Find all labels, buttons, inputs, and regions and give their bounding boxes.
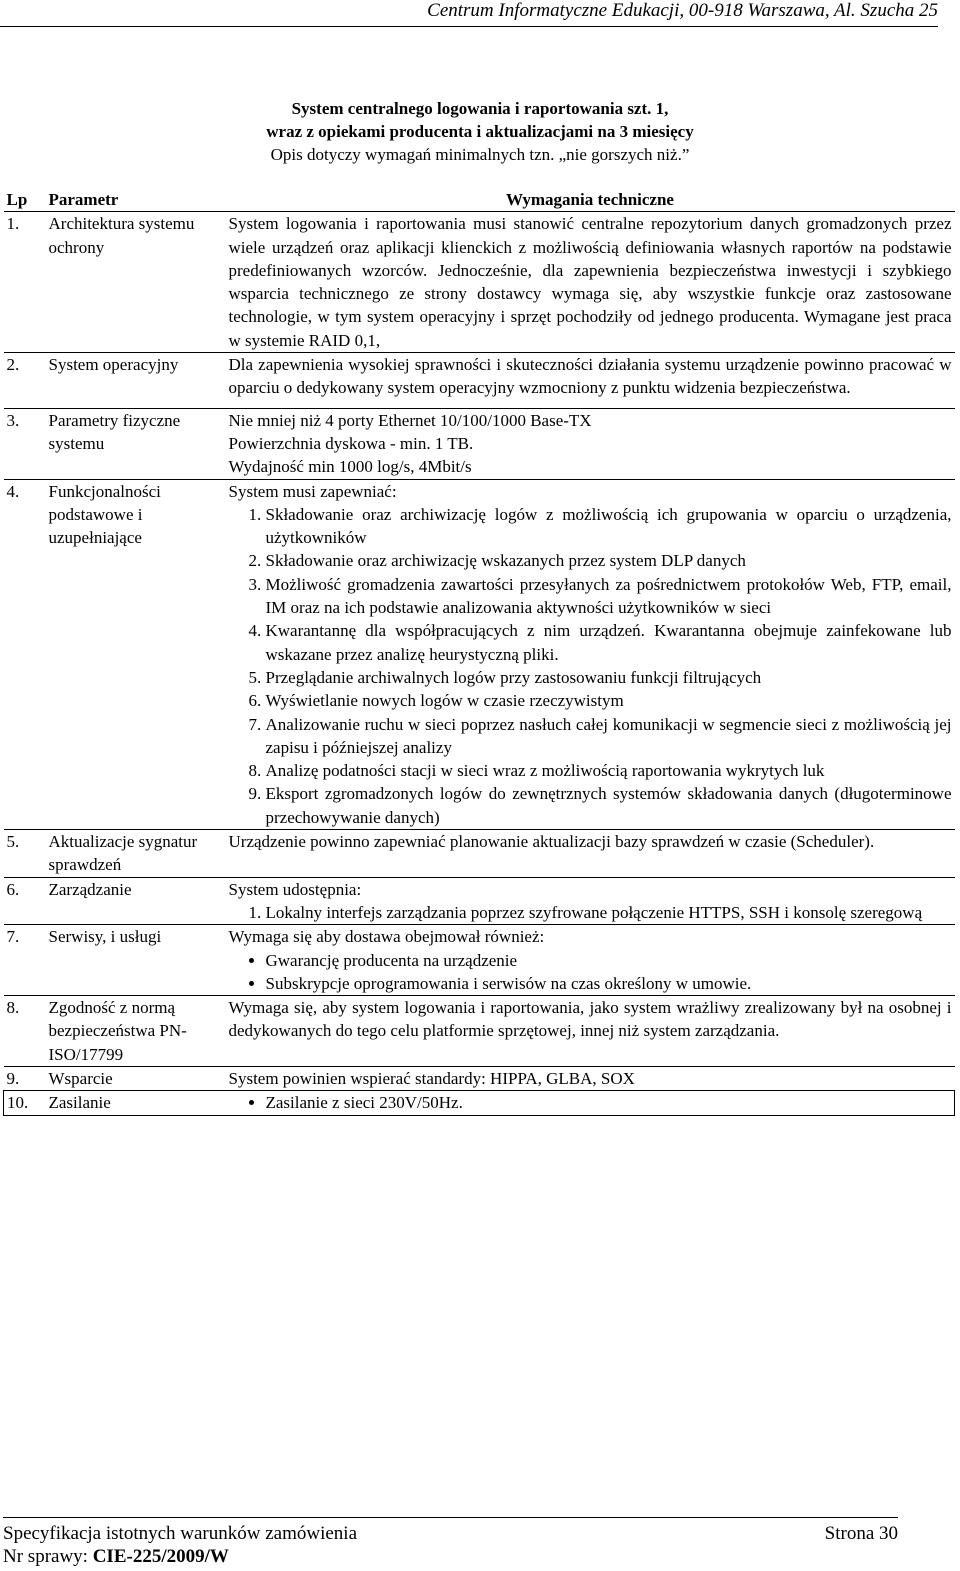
req-line: Nie mniej niż 4 porty Ethernet 10/100/1000 Base-TX bbox=[228, 410, 592, 430]
row-req bbox=[226, 408, 955, 479]
table-row bbox=[4, 1066, 955, 1090]
row-param: Zarządzanie bbox=[46, 877, 226, 925]
case-number-value: CIE-225/2009/W bbox=[92, 1546, 229, 1567]
list-item: 1. Składowanie oraz archiwizację logów z możliwością ich grupowania w oparciu o urządzenia, użytkowników bbox=[266, 503, 952, 550]
header-param: Parametr bbox=[48, 190, 119, 209]
list-item: 4. Kwarantannę dla współpracujących z nim urządzeń. Kwarantanna obejmuje zainfekowane lub wskazane przez analizę heurystyczną pliki. bbox=[266, 619, 952, 666]
table-row bbox=[4, 1091, 955, 1115]
case-number-label: Nr sprawy: bbox=[3, 1546, 93, 1567]
row-req: System logowania i raportowania musi stanowić centralne repozytorium danych gromadzonych przez wiele urządzeń oraz aplikacji klienckich z możliwością definiowania własnych raportów na podstawie predefiniowanych wzorców. Jednocześnie, dla zapewnienia bezpieczeństwa inwestycji i szybkiego wsparcia technicznego ze strony dostawcy wymaga się, aby wszystkie funkcje oraz zastosowane technologie, w tym system operacyjny i sprzęt pochodziły od jednego producenta. Wymagane jest praca w systemie RAID 0,1, bbox=[226, 212, 955, 353]
row-lp: 3. bbox=[4, 408, 46, 479]
row-param: Funkcjonalności podstawowe i uzupełniające bbox=[46, 479, 226, 829]
header-lp: Lp bbox=[6, 190, 28, 209]
table-row bbox=[4, 479, 955, 829]
table-row bbox=[4, 212, 955, 353]
req-intro: System musi zapewniać: bbox=[228, 481, 397, 501]
row-param: Serwisy, i usługi bbox=[46, 925, 226, 996]
list-item: 2. Składowanie oraz archiwizację wskazanych przez system DLP danych bbox=[266, 549, 952, 572]
header-req: Wymagania techniczne bbox=[506, 190, 674, 209]
title-line-3: Opis dotyczy wymagań minimalnych tzn. „nie gorszych niż.” bbox=[270, 145, 690, 164]
row-param: Zgodność z normą bezpieczeństwa PN-ISO/17799 bbox=[46, 996, 226, 1067]
req-line: Wydajność min 1000 log/s, 4Mbit/s bbox=[228, 457, 472, 477]
list-item: 6. Wyświetlanie nowych logów w czasie rzeczywistym bbox=[266, 689, 952, 712]
table-row bbox=[4, 877, 955, 925]
row-req: Wymaga się, aby system logowania i raportowania, jako system wrażliwy zrealizowany był na osobnej i dedykowanych do tego celu platformie sprzętowej, innej niż system zarządzania. bbox=[226, 996, 955, 1067]
document-title bbox=[0, 97, 960, 166]
list-item: 8. Analizę podatności stacji w sieci wraz z możliwością raportowania wykrytych luk bbox=[266, 759, 952, 782]
page-header bbox=[0, 0, 938, 27]
list-item: 7. Analizowanie ruchu w sieci poprzez nasłuch całej komunikacji w segmencie sieci z możliwością jej zapisu i późniejszej analizy bbox=[266, 713, 952, 760]
row-req: Dla zapewnienia wysokiej sprawności i skuteczności działania systemu urządzenie powinno pracować w oparciu o dedykowany system operacyjny wzmocniony z punktu widzenia bezpieczeństwa. bbox=[226, 353, 955, 400]
bullet-list bbox=[229, 949, 952, 996]
row-param: Architektura systemu ochrony bbox=[46, 212, 226, 353]
list-item: • Zasilanie z sieci 230V/50Hz. bbox=[266, 1091, 952, 1114]
page-number: Strona 30 bbox=[824, 1523, 898, 1544]
req-intro: Wymaga się aby dostawa obejmował również: bbox=[228, 927, 545, 947]
row-param: Aktualizacje sygnatur sprawdzeń bbox=[46, 830, 226, 878]
row-lp: 1. bbox=[4, 212, 46, 353]
row-lp: 7. bbox=[4, 925, 46, 996]
list-item: 3. Możliwość gromadzenia zawartości przesyłanych za pośrednictwem protokołów Web, FTP, email, IM oraz na ich podstawie analizowania aktywności użytkowników w sieci bbox=[266, 573, 952, 620]
row-param: System operacyjny bbox=[46, 353, 226, 400]
table-row bbox=[4, 925, 955, 996]
list-item: 5. Przeglądanie archiwalnych logów przy zastosowaniu funkcji filtrujących bbox=[266, 666, 952, 689]
req-list bbox=[229, 503, 952, 829]
row-req: Urządzenie powinno zapewniać planowanie aktualizacji bazy sprawdzeń w czasie (Scheduler). bbox=[226, 830, 955, 878]
table-row bbox=[4, 830, 955, 878]
table-row bbox=[4, 408, 955, 479]
footer-spec: Specyfikacja istotnych warunków zamówienia bbox=[3, 1523, 358, 1544]
row-lp: 4. bbox=[4, 479, 46, 829]
row-req bbox=[226, 877, 955, 925]
req-intro: System udostępnia: bbox=[228, 879, 362, 899]
list-item: • Subskrypcje oprogramowania i serwisów na czas określony w umowie. bbox=[266, 972, 952, 995]
title-line-1: System centralnego logowania i raportowania szt. 1, bbox=[291, 99, 669, 118]
list-item: 1. Lokalny interfejs zarządzania poprzez szyfrowane połączenie HTTPS, SSH i konsolę szeregową bbox=[266, 901, 952, 924]
row-lp: 2. bbox=[4, 353, 46, 400]
page-footer bbox=[3, 1517, 898, 1568]
row-req bbox=[226, 479, 955, 829]
list-item: 9. Eksport zgromadzonych logów do zewnętrznych systemów składowania danych (długoterminowe przechowywanie danych) bbox=[266, 782, 952, 829]
row-lp: 5. bbox=[4, 830, 46, 878]
table-header-row bbox=[4, 188, 955, 212]
row-req: System powinien wspierać standardy: HIPPA, GLBA, SOX bbox=[226, 1066, 955, 1090]
row-param: Zasilanie bbox=[46, 1091, 226, 1115]
row-lp: 10. bbox=[4, 1091, 46, 1115]
row-lp: 9. bbox=[4, 1066, 46, 1090]
header-text: Centrum Informatyczne Edukacji, 00-918 Warszawa, Al. Szucha 25 bbox=[427, 0, 938, 21]
row-lp: 6. bbox=[4, 877, 46, 925]
case-number bbox=[3, 1545, 898, 1568]
table-row bbox=[4, 353, 955, 400]
row-param: Parametry fizyczne systemu bbox=[46, 408, 226, 479]
row-req bbox=[226, 1091, 955, 1115]
row-lp: 8. bbox=[4, 996, 46, 1067]
list-item: • Gwarancję producenta na urządzenie bbox=[266, 949, 952, 972]
row-param: Wsparcie bbox=[46, 1066, 226, 1090]
req-line: Powierzchnia dyskowa - min. 1 TB. bbox=[228, 433, 474, 453]
title-line-2: wraz z opiekami producenta i aktualizacjami na 3 miesięcy bbox=[266, 122, 694, 141]
bullet-list bbox=[229, 1091, 952, 1114]
requirements-table bbox=[3, 188, 955, 1116]
table-row bbox=[4, 996, 955, 1067]
req-list bbox=[229, 901, 952, 924]
row-req bbox=[226, 925, 955, 996]
